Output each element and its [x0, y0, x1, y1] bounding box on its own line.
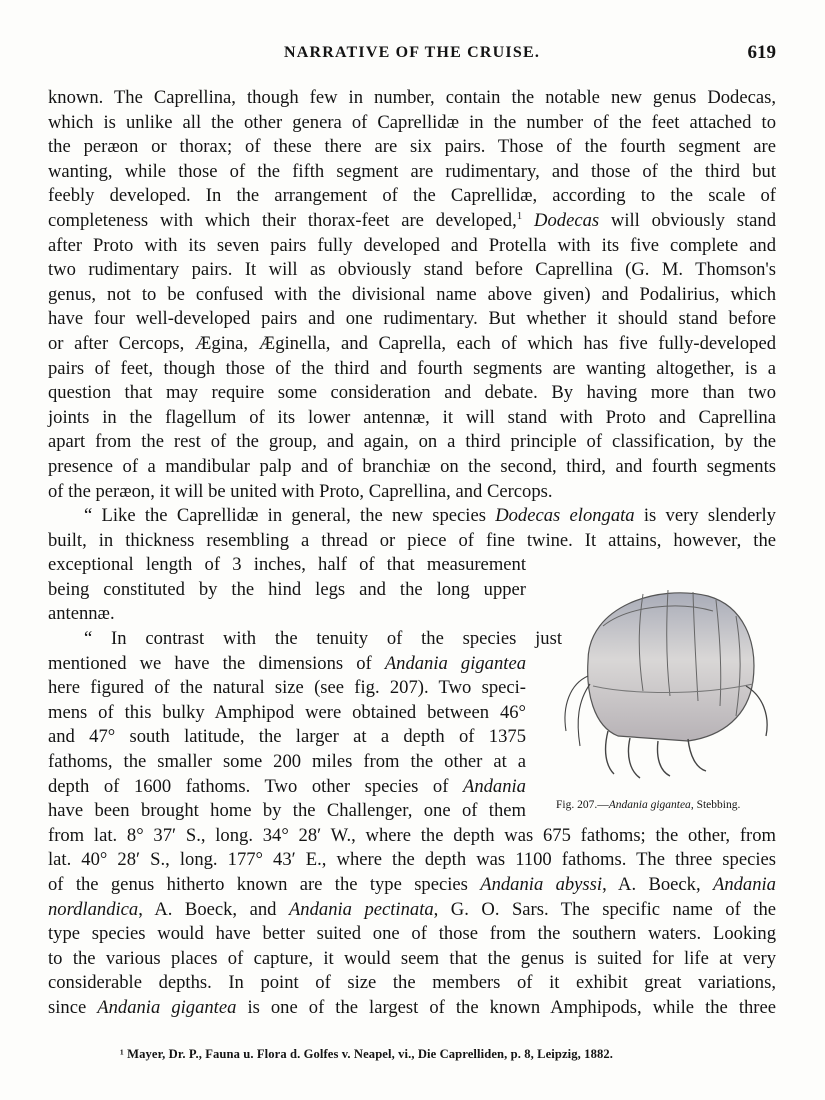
amphipod-illustration — [548, 566, 778, 791]
text-line — [48, 725, 526, 750]
text-line — [48, 209, 776, 234]
text-span: two rudimentary pairs. It will as obviously stand before Caprellina (G. M. Thomson's — [48, 259, 776, 281]
text-span: built, in thickness resembling a thread or piece of fine twine. It attains, however, the — [48, 529, 776, 551]
text-line — [48, 455, 776, 480]
antenna — [565, 676, 588, 731]
text-span: of the genus hitherto known are the type species — [48, 874, 468, 895]
text-span: of the peræon, it will be united with Proto, Caprellina, and Cercops. — [48, 480, 553, 502]
text-span: joints in the flagellum of its lower antennæ, it will stand with Proto and Caprellina — [48, 406, 776, 428]
text-line — [48, 357, 776, 382]
text-line — [48, 160, 776, 185]
text-line — [48, 111, 776, 136]
text-span: type species would have better suited one of those from the southern waters. Looking — [48, 923, 776, 945]
italic-term: Andania pectinata — [288, 898, 434, 920]
antenna — [578, 684, 590, 746]
main-text — [48, 86, 776, 1021]
text-span: question that may require some consideration and debate. By having more than two — [48, 382, 776, 404]
text-span: exceptional length of 3 inches, half of that measurement — [48, 554, 526, 576]
text-line — [48, 307, 776, 332]
text-span: is very slenderly — [643, 505, 776, 527]
text-line — [48, 184, 776, 209]
text-span: “ In contrast with the tenuity of the species just — [84, 628, 562, 650]
text-span: , A. Boeck, and — [138, 898, 277, 920]
text-line — [48, 922, 776, 947]
footnote: ¹ Mayer, Dr. P., Fauna u. Flora d. Golfes v. Neapel, vi., Die Caprelliden, p. 8, Leipzig, 1882. — [120, 1047, 614, 1061]
text-line — [48, 799, 526, 824]
figure-caption — [556, 799, 786, 811]
footnote-marker: 1 — [516, 209, 523, 222]
italic-term: Andania gigantea — [384, 652, 526, 674]
text-span: since — [48, 996, 87, 1018]
text-line — [48, 971, 776, 996]
text-line — [48, 553, 526, 578]
page-number: 619 — [747, 42, 776, 63]
page-header — [48, 42, 776, 68]
italic-term: Dodecas elongata — [495, 505, 635, 527]
text-span: mentioned we have the dimensions of — [48, 652, 372, 674]
text-span: the peræon or thorax; of these there are six pairs. Those of the fourth segment are — [48, 136, 776, 158]
text-line — [48, 283, 776, 308]
text-line — [48, 627, 562, 652]
text-line — [48, 529, 776, 554]
text-span: or after Cercops, Ægina, Æginella, and Caprella, each of which has five fully-developed — [48, 332, 776, 354]
text-span: wanting, while those of the fifth segment are rudimentary, and those of the third but — [48, 160, 776, 182]
text-span: is one of the largest of the known Amphipods, while the three — [247, 996, 776, 1018]
text-span: have four well-developed pairs and one rudimentary. But whether it should stand before — [48, 308, 776, 330]
text-line — [48, 701, 526, 726]
text-line — [48, 430, 776, 455]
text-span: being constituted by the hind legs and the long upper — [48, 578, 526, 600]
text-span: , G. O. Sars. The specific name of the — [433, 898, 777, 920]
caption-label: Fig. 207.— — [556, 799, 609, 811]
caption-author: , Stebbing. — [690, 799, 741, 811]
leg — [658, 741, 671, 776]
text-span: depth of 1600 fathoms. Two other species of — [48, 775, 449, 797]
text-line — [48, 750, 526, 775]
text-line — [48, 652, 526, 677]
text-span: will obviously stand — [610, 209, 776, 231]
italic-term: nordlandica — [48, 898, 139, 920]
text-span: antennæ. — [48, 603, 115, 625]
text-span: fathoms, the smaller some 200 miles from the other at a — [48, 751, 526, 773]
leg — [688, 739, 706, 771]
body-shell — [588, 593, 754, 741]
text-line — [48, 480, 776, 505]
italic-term: Andania gigantea — [97, 996, 237, 1018]
leg — [606, 731, 614, 774]
text-span: have been brought home by the Challenger, one of them — [48, 800, 526, 822]
text-span: mens of this bulky Amphipod were obtained between 46° — [48, 701, 526, 723]
text-span: from lat. 8° 37′ S., long. 34° 28′ W., where the depth was 675 fathoms; the other, from — [48, 824, 776, 846]
text-span: lat. 40° 28′ S., long. 177° 43′ E., where the depth was 1100 fathoms. The three species — [48, 849, 776, 871]
text-line — [48, 406, 776, 431]
text-line — [48, 947, 776, 972]
text-line — [48, 381, 776, 406]
text-line — [48, 676, 526, 701]
text-line — [48, 86, 776, 111]
text-span: feebly developed. In the arrangement of the Caprellidæ, according to the scale of — [48, 185, 776, 207]
text-line — [48, 602, 526, 627]
italic-term: Dodecas — [534, 209, 600, 231]
text-span: after Proto with its seven pairs fully developed and Protella with its five complete and — [48, 234, 776, 256]
text-span: and 47° south latitude, the larger at a depth of 1375 — [48, 726, 526, 748]
leg — [628, 738, 640, 778]
text-line — [48, 332, 776, 357]
text-span: here figured of the natural size (see fig. 207). Two speci- — [48, 677, 526, 699]
text-span: which is unlike all the other genera of Caprellidæ in the number of the feet attached to — [48, 111, 776, 133]
running-head: NARRATIVE OF THE CRUISE. — [283, 44, 541, 61]
text-line — [48, 848, 776, 873]
text-line — [48, 578, 526, 603]
text-span: pairs of feet, though those of the third and fourth segments are wanting altogether, is a — [48, 357, 776, 379]
text-line — [48, 234, 776, 259]
text-line — [48, 504, 776, 529]
text-span: genus, not to be confused with the divisional name above given) and Podalirius, which — [48, 283, 776, 305]
text-span: apart from the rest of the group, and again, on a third principle of classification, by the — [48, 431, 776, 453]
italic-term: Andania — [712, 874, 776, 895]
italic-term: Andania abyssi — [480, 874, 603, 895]
text-span: considerable depths. In point of size the members of it exhibit great variations, — [48, 972, 776, 994]
caption-species: Andania gigantea — [608, 799, 691, 811]
text-span: , A. Boeck, — [602, 874, 701, 895]
text-line — [48, 258, 776, 283]
text-line — [48, 135, 776, 160]
known-pre: known. The Caprellina, though few in number, contain the notable new genus Dodecas, — [48, 87, 776, 108]
text-line — [48, 824, 776, 849]
italic-term: Andania — [462, 775, 526, 797]
text-span: to the various places of capture, it would seem that the genus is suited for life at very — [48, 947, 776, 969]
text-span: completeness with which their thorax-feet are developed, — [48, 209, 517, 231]
text-line — [48, 898, 776, 923]
text-line — [48, 775, 526, 800]
text-line — [48, 873, 776, 898]
text-line — [48, 996, 776, 1021]
text-span: presence of a mandibular palp and of branchiæ on the second, third, and fourth segments — [48, 455, 776, 477]
figure-207 — [548, 566, 778, 826]
text-span: “ Like the Caprellidæ in general, the new species — [84, 505, 486, 527]
